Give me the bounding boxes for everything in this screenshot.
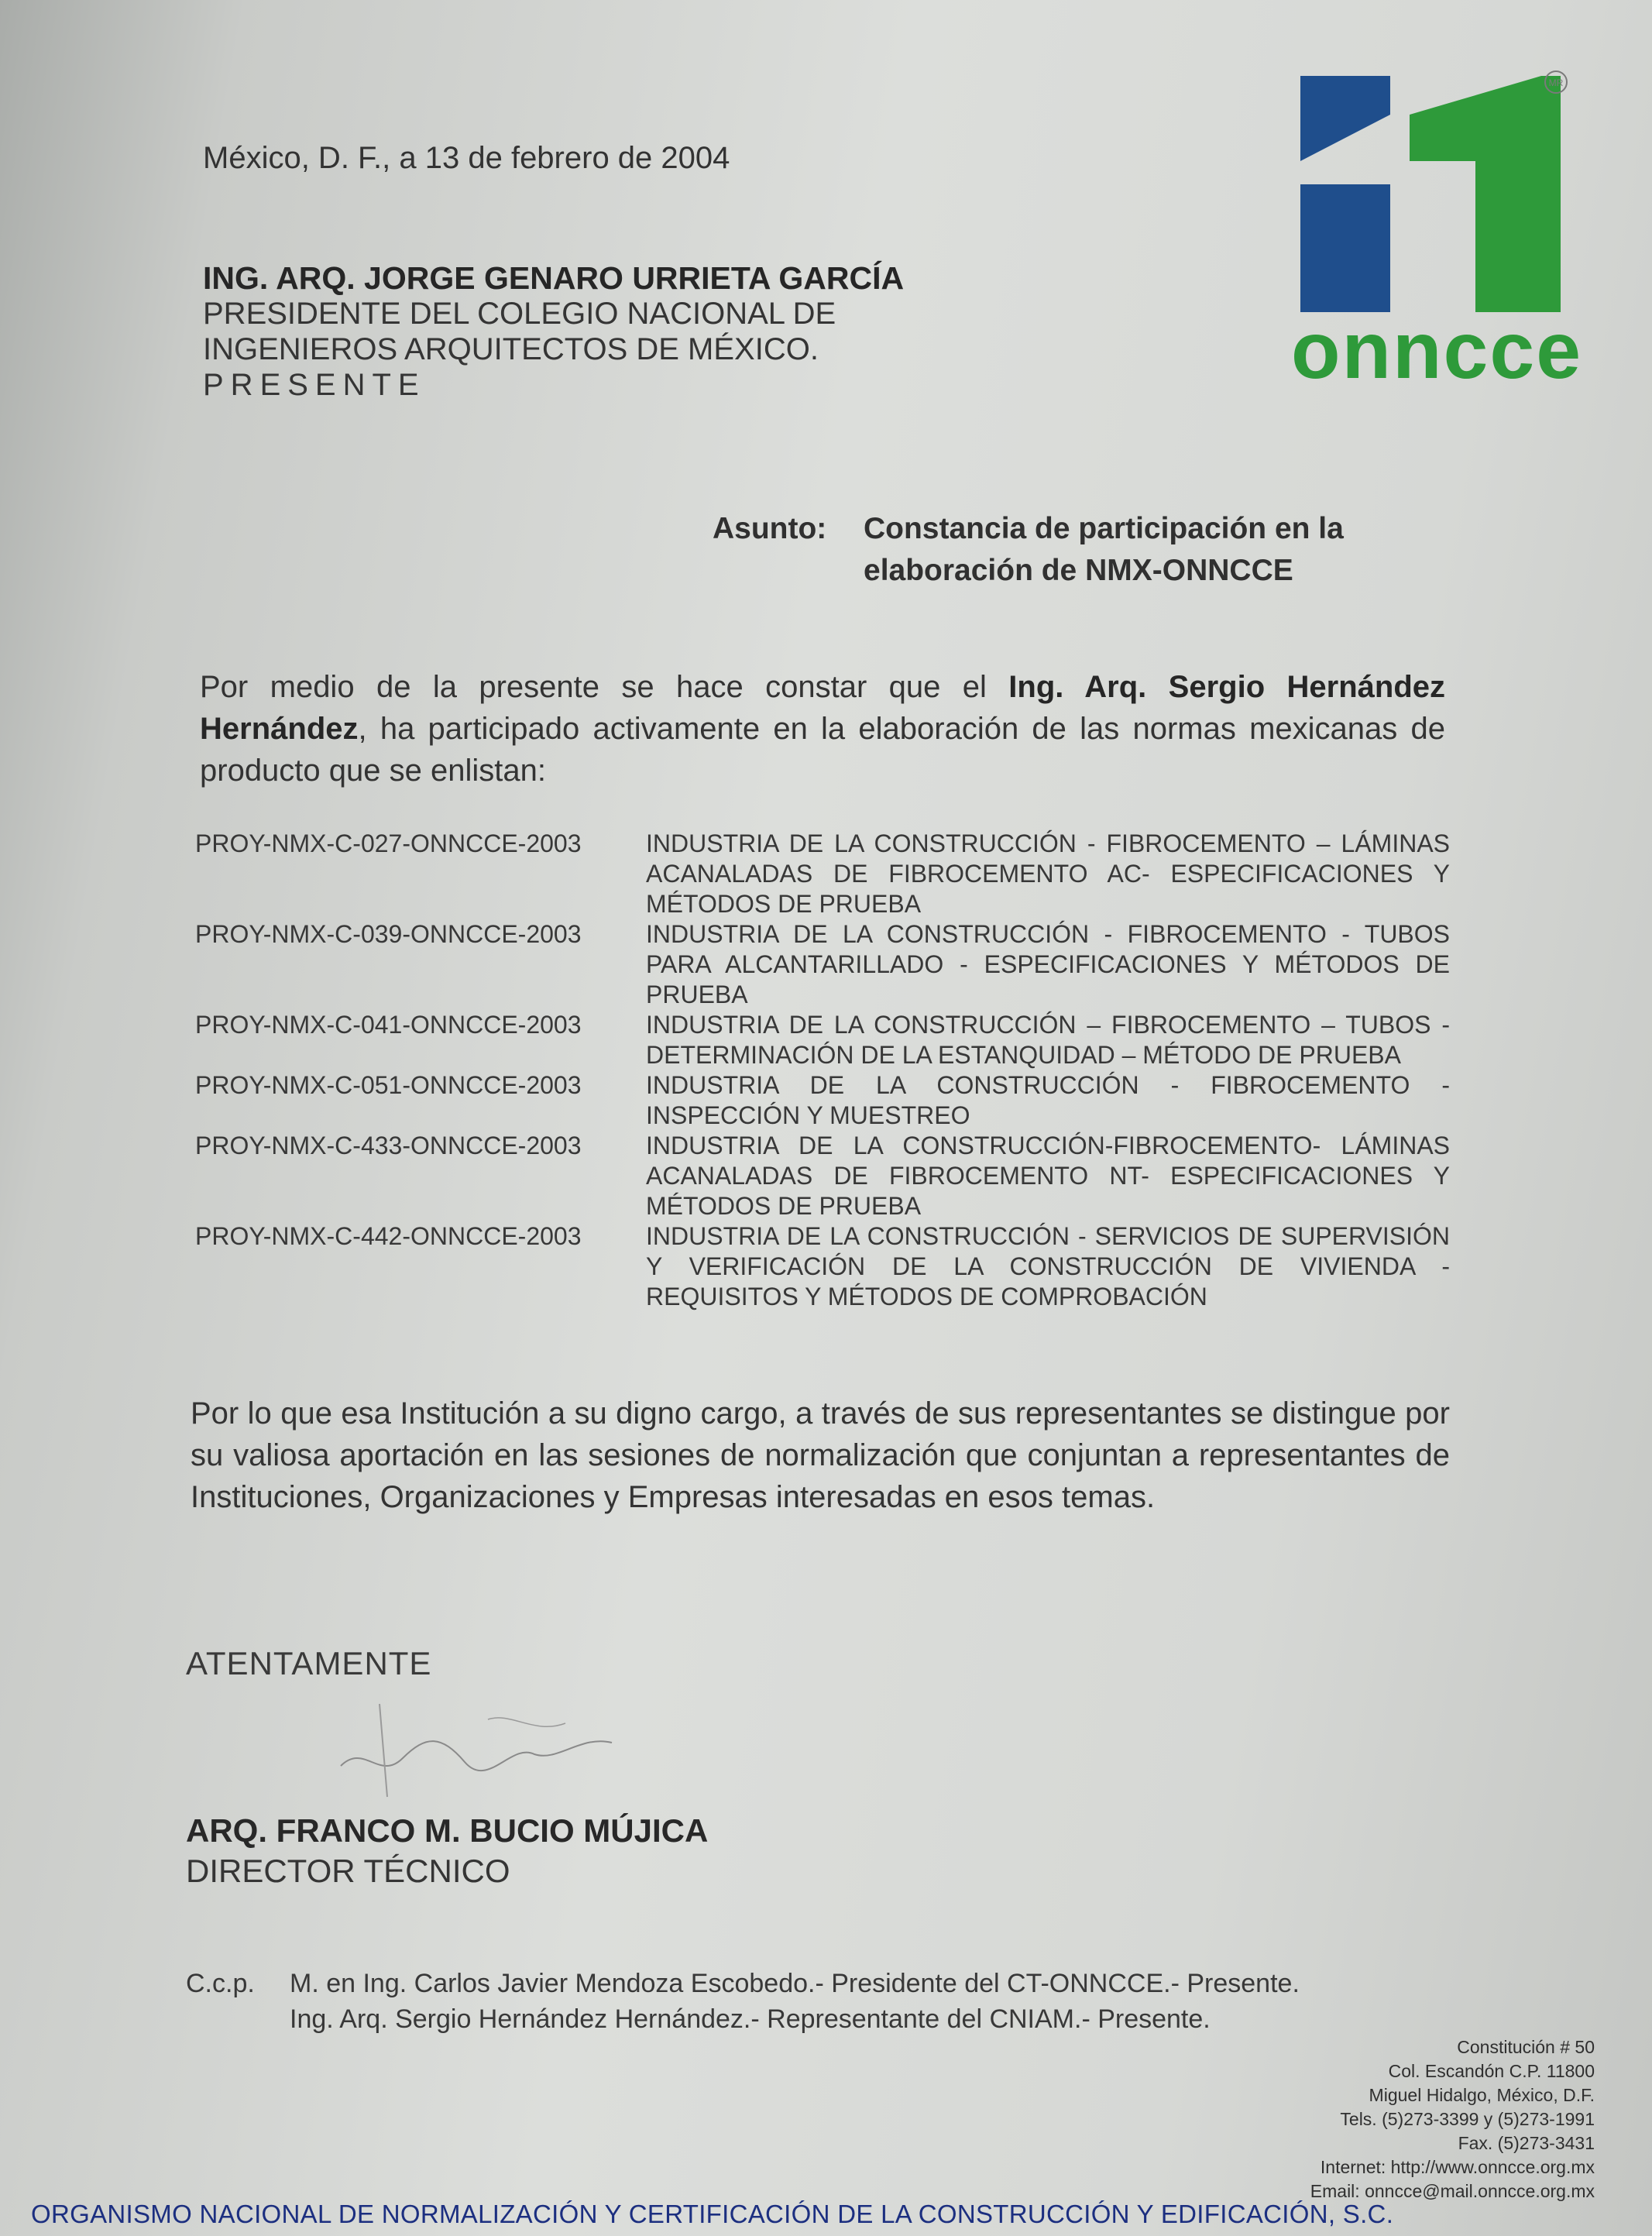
- norms-list: [195, 829, 1450, 1312]
- subject-label: Asunto:: [713, 512, 827, 545]
- ccp-block: [186, 1966, 1300, 2037]
- recipient-name: ING. ARQ. JORGE GENARO URRIETA GARCÍA: [203, 260, 905, 296]
- address-email: Email: onncce@mail.onncce.org.mx: [1310, 2181, 1595, 2201]
- recipient-presente: PRESENTE: [203, 368, 426, 402]
- address-internet: Internet: http://www.onncce.org.mx: [1320, 2157, 1595, 2177]
- norm-code: PROY-NMX-C-051-ONNCCE-2003: [195, 1071, 582, 1099]
- norm-code: PROY-NMX-C-039-ONNCCE-2003: [195, 920, 582, 948]
- ccp-line-1: M. en Ing. Carlos Javier Mendoza Escobedo.- Presidente del CT-ONNCCE.- Presente.: [290, 1969, 1300, 1998]
- norm-description: INDUSTRIA DE LA CONSTRUCCIÓN - FIBROCEMENTO - TUBOS PARA ALCANTARILLADO - ESPECIFICACIONES Y MÉTODOS DE PRUEBA: [646, 920, 1450, 1008]
- norm-item: [195, 1010, 1450, 1070]
- recipient-title-line2: INGENIEROS ARQUITECTOS DE MÉXICO.: [203, 332, 819, 366]
- norm-description: INDUSTRIA DE LA CONSTRUCCIÓN – FIBROCEMENTO – TUBOS - DETERMINACIÓN DE LA ESTANQUIDAD – MÉTODO DE PRUEBA: [646, 1011, 1450, 1069]
- norm-code: PROY-NMX-C-041-ONNCCE-2003: [195, 1011, 582, 1039]
- intro-text-after: , ha participado activamente en la elaboración de las normas mexicanas de producto que se enlistan:: [200, 712, 1445, 788]
- norm-item: [195, 919, 1450, 1010]
- norm-code: PROY-NMX-C-433-ONNCCE-2003: [195, 1132, 582, 1159]
- logo-blue-block: [1300, 184, 1390, 312]
- intro-text-before: Por medio de la presente se hace constar que el: [200, 670, 1009, 704]
- letter-date: México, D. F., a 13 de febrero de 2004: [203, 141, 730, 175]
- recipient-block: [203, 260, 904, 403]
- norm-description: INDUSTRIA DE LA CONSTRUCCIÓN - FIBROCEMENTO - INSPECCIÓN Y MUESTREO: [646, 1071, 1450, 1129]
- norm-description: INDUSTRIA DE LA CONSTRUCCIÓN - FIBROCEMENTO – LÁMINAS ACANALADAS DE FIBROCEMENTO AC- ESPECIFICACIONES Y MÉTODOS DE PRUEBA: [646, 829, 1450, 918]
- signer-block: [186, 1811, 708, 1891]
- logo-blue-wedge: [1300, 76, 1390, 161]
- closing-paragraph: Por lo que esa Institución a su digno cargo, a través de sus representantes se distingue por su valiosa aportación en las sesiones de normalización que conjuntan a representantes de Instituciones, Organizaciones y Empresas interesadas en esos temas.: [191, 1396, 1450, 1514]
- address-city: Miguel Hidalgo, México, D.F.: [1369, 2085, 1595, 2105]
- address-fax: Fax. (5)273-3431: [1458, 2133, 1595, 2153]
- handwritten-signature: [333, 1688, 674, 1805]
- registered-mark: MR: [1548, 77, 1564, 88]
- closing-salutation: ATENTAMENTE: [186, 1645, 432, 1681]
- subject-text: Constancia de participación en la elaboración de NMX-ONNCCE: [864, 512, 1344, 587]
- logo-green-shape: [1410, 76, 1561, 312]
- subject-block: [713, 508, 1452, 592]
- norm-item: [195, 829, 1450, 919]
- address-block: [1310, 2035, 1595, 2203]
- footer-organization: ORGANISMO NACIONAL DE NORMALIZACIÓN Y CERTIFICACIÓN DE LA CONSTRUCCIÓN Y EDIFICACIÓN, S.C.: [31, 2200, 1394, 2228]
- norm-code: PROY-NMX-C-027-ONNCCE-2003: [195, 829, 582, 857]
- signer-name: ARQ. FRANCO M. BUCIO MÚJICA: [186, 1812, 709, 1849]
- intro-person-name: Ing. Arq. Sergio Hernández Hernández: [200, 670, 1446, 746]
- norm-item: [195, 1131, 1450, 1221]
- norm-description: INDUSTRIA DE LA CONSTRUCCIÓN - SERVICIOS DE SUPERVISIÓN Y VERIFICACIÓN DE LA CONSTRUCCIÓN DE VIVIENDA - REQUISITOS Y MÉTODOS DE COMPROBACIÓN: [646, 1222, 1450, 1310]
- norm-code: PROY-NMX-C-442-ONNCCE-2003: [195, 1222, 582, 1250]
- norm-item: [195, 1070, 1450, 1131]
- signer-title: DIRECTOR TÉCNICO: [186, 1853, 510, 1889]
- address-tels: Tels. (5)273-3399 y (5)273-1991: [1340, 2109, 1595, 2129]
- intro-paragraph: [200, 666, 1445, 792]
- logo-wordmark: onncce: [1290, 306, 1583, 393]
- onncce-logo: [1290, 68, 1584, 393]
- ccp-label: C.c.p.: [186, 1969, 255, 1998]
- recipient-title-line1: PRESIDENTE DEL COLEGIO NACIONAL DE: [203, 297, 836, 331]
- ccp-line-2: Ing. Arq. Sergio Hernández Hernández.- Representante del CNIAM.- Presente.: [290, 2004, 1211, 2034]
- address-colony: Col. Escandón C.P. 11800: [1388, 2061, 1595, 2081]
- norm-description: INDUSTRIA DE LA CONSTRUCCIÓN-FIBROCEMENTO- LÁMINAS ACANALADAS DE FIBROCEMENTO NT- ESPECIFICACIONES Y MÉTODOS DE PRUEBA: [646, 1132, 1450, 1220]
- address-street: Constitución # 50: [1457, 2037, 1595, 2057]
- norm-item: [195, 1221, 1450, 1312]
- ccp-lines: [290, 1966, 1300, 2037]
